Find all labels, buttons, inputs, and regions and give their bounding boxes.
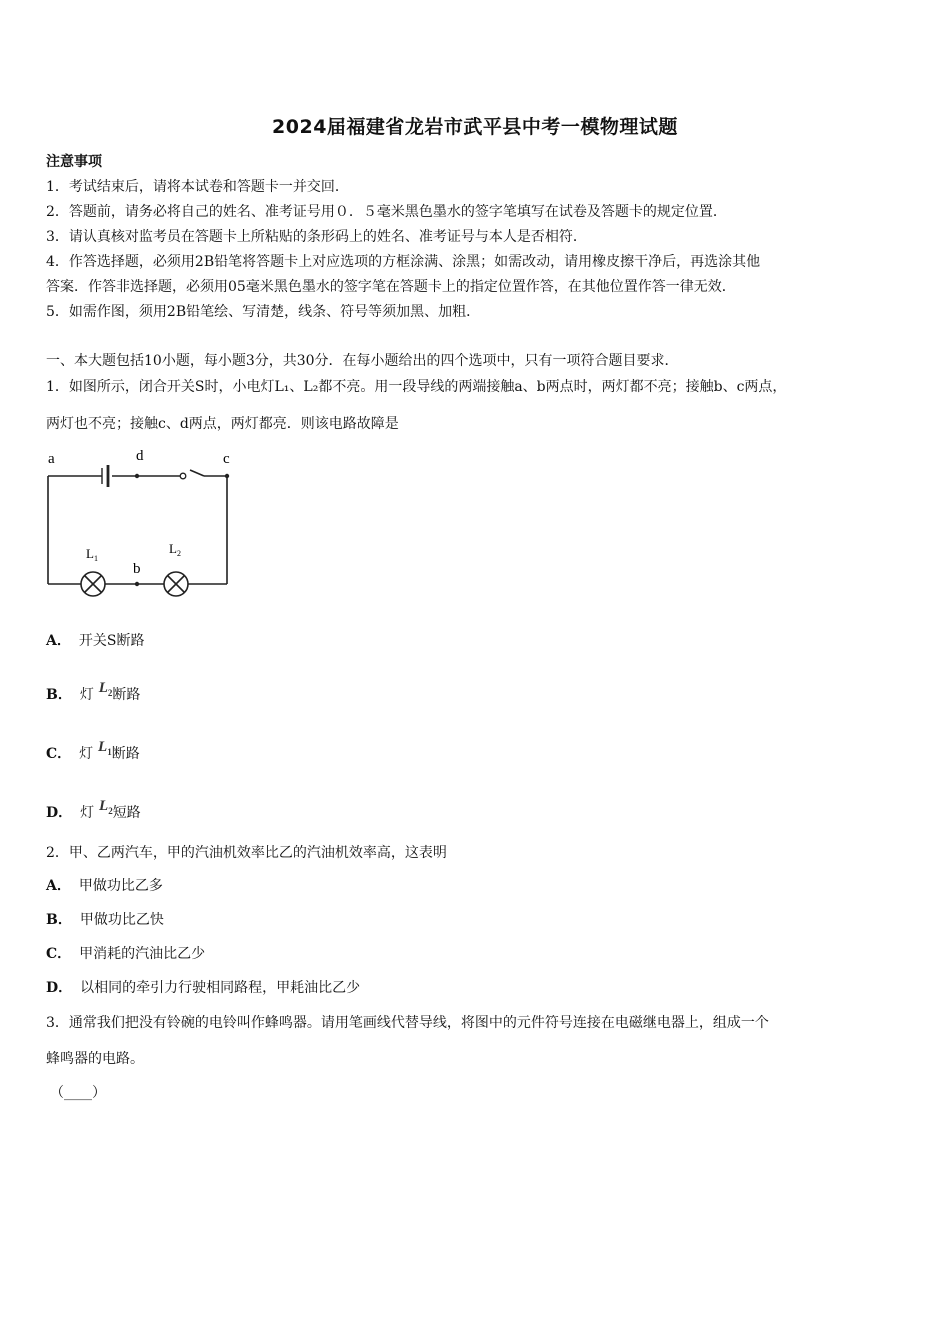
- option-label: D．: [46, 805, 73, 821]
- label-c: c: [223, 451, 230, 467]
- answer-blank[interactable]: （____）: [50, 1085, 106, 1101]
- notice-heading: 注意事项: [46, 154, 102, 170]
- q1-option-b[interactable]: [46, 679, 140, 704]
- circuit-diagram: [40, 443, 240, 608]
- option-text: 断路: [112, 687, 141, 703]
- question-1-stem-continued: 两灯也不亮；接触c、d两点，两灯都亮．则该电路故障是: [46, 416, 399, 432]
- notice-item: 4．作答选择题，必须用2B铅笔将答题卡上对应选项的方框涂满、涂黑；如需改动，请用橡皮擦干净后，再选涂其他: [46, 254, 761, 270]
- notice-item: 1．考试结束后，请将本试卷和答题卡一并交回．: [46, 179, 349, 195]
- switch-pivot: [180, 473, 186, 479]
- label-a: a: [48, 451, 55, 467]
- label-b: b: [133, 561, 141, 577]
- label-l2: $L_2$: [169, 541, 181, 558]
- option-label: B．: [46, 687, 72, 703]
- question-2-stem: 2．甲、乙两汽车，甲的汽油机效率比乙的汽油机效率高，这表明: [46, 845, 447, 861]
- option-label: D．: [46, 980, 73, 996]
- math-symbol: $L_2$: [99, 798, 113, 816]
- option-text: 灯: [80, 805, 95, 821]
- section-heading: 一、本大题包括10小题，每小题3分，共30分．在每小题给出的四个选项中，只有一项符合题目要求．: [46, 353, 679, 369]
- question-3-stem: 3．通常我们把没有铃碗的电铃叫作蜂鸣器。请用笔画线代替导线，将图中的元件符号连接在电磁继电器上，组成一个: [46, 1015, 769, 1031]
- notice-item: 答案．作答非选择题，必须用05毫米黑色墨水的签字笔在答题卡上的指定位置作答，在其他位置作答一律无效．: [46, 279, 736, 295]
- question-1-stem: 1．如图所示，闭合开关S时，小电灯L₁、L₂都不亮。用一段导线的两端接触a、b两点时，两灯都不亮；接触b、c两点，: [46, 379, 787, 395]
- notice-item: 3．请认真核对监考员在答题卡上所粘贴的条形码上的姓名、准考证号与本人是否相符．: [46, 229, 587, 245]
- q1-option-a[interactable]: [46, 632, 144, 650]
- option-text: 甲消耗的汽油比乙少: [79, 946, 206, 962]
- q2-option-b[interactable]: [46, 911, 164, 929]
- question-3-stem-continued: 蜂鸣器的电路。: [46, 1051, 144, 1067]
- page-title: 2024届福建省龙岩市武平县中考一模物理试题: [272, 116, 678, 138]
- notice-item: 5．如需作图，须用2B铅笔绘、写清楚，线条、符号等须加黑、加粗．: [46, 304, 481, 320]
- option-label: C．: [46, 746, 72, 762]
- option-label: A．: [46, 878, 71, 894]
- option-label: A．: [46, 633, 71, 649]
- notice-item: 2．答题前，请务必将自己的姓名、准考证号用０．５毫米黑色墨水的签字笔填写在试卷及答题卡的规定位置．: [46, 204, 727, 220]
- q2-option-d[interactable]: [46, 979, 360, 997]
- node-dot: [135, 474, 139, 478]
- q1-option-c[interactable]: [46, 738, 140, 763]
- label-d: d: [136, 448, 144, 464]
- option-text: 断路: [111, 746, 140, 762]
- q2-option-c[interactable]: [46, 945, 205, 963]
- option-text: 灯: [79, 687, 94, 703]
- q2-option-a[interactable]: [46, 877, 163, 895]
- option-text: 短路: [112, 805, 141, 821]
- option-text: 开关S断路: [78, 633, 145, 649]
- option-label: B．: [46, 912, 72, 928]
- math-symbol: $L_2$: [98, 680, 113, 698]
- label-l1: $L_1$: [86, 546, 98, 563]
- option-text: 甲做功比乙多: [78, 878, 163, 894]
- node-dot: [135, 582, 139, 586]
- math-symbol: $L_1$: [98, 739, 112, 757]
- q1-option-d[interactable]: [46, 797, 141, 822]
- option-text: 甲做功比乙快: [79, 912, 164, 928]
- option-text: 灯: [79, 746, 94, 762]
- option-text: 以相同的牵引力行驶相同路程，甲耗油比乙少: [80, 980, 361, 996]
- option-label: C．: [46, 946, 72, 962]
- node-dot: [225, 474, 229, 478]
